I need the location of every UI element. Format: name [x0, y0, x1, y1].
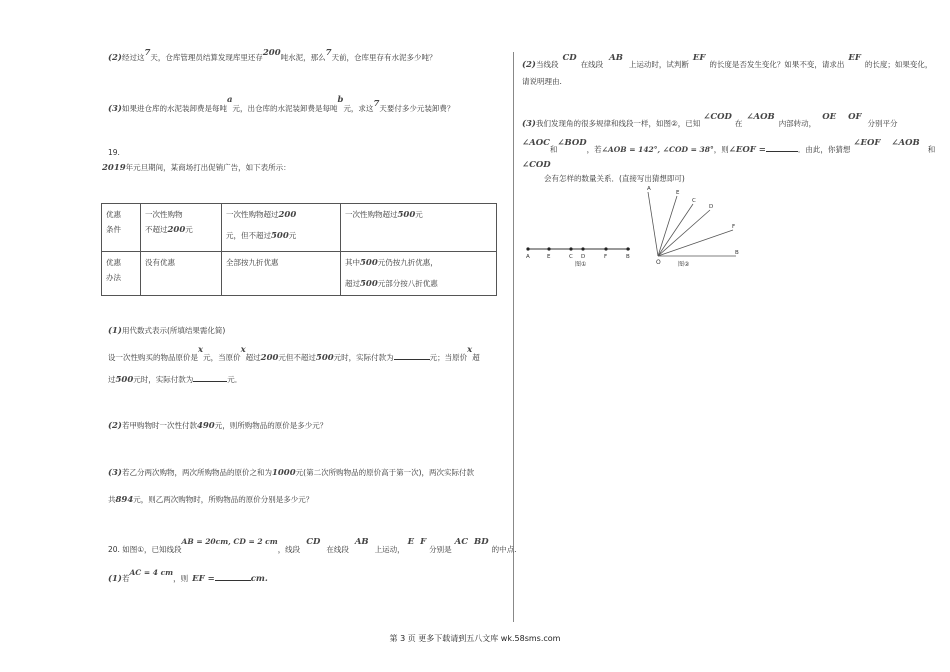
q19-intro: 2019年元旦期间，某商场打出促销广告，如下表所示：: [102, 163, 291, 173]
table-cell: 优惠 条件: [102, 204, 141, 252]
figure-1-segment: [520, 240, 640, 270]
q20-part2-line1: (2)当线段CD在线段AB上运动时，试判断EF的长度是否发生变化？如果不变，请求出EF的长度；如果变化，: [522, 53, 933, 70]
figure-2-caption: 图②: [678, 261, 690, 268]
point-label-c: C: [692, 198, 696, 204]
point-label-e: E: [676, 190, 680, 196]
q18-part3: (3)如果进仓库的水泥装卸费是每吨a元，出仓库的水泥装卸费是每吨b元，求这7天要付多少元装卸费？: [108, 95, 455, 114]
ray-oa: [648, 192, 658, 256]
table-cell: 一次性购物超过200 元，但不超过500元: [222, 204, 341, 252]
point-label-b: B: [735, 250, 739, 256]
ray-of: [658, 230, 733, 256]
q19-number: 19.: [108, 148, 120, 157]
column-divider: [513, 52, 514, 622]
point-label-c: C: [569, 254, 573, 260]
q20-statement: 20. 如图①，已知线段AB = 20cm, CD = 2 cm，线段CD在线段AB上运动，E F分别是AC BD的中点.: [108, 537, 517, 554]
q19-part3-line1: (3)若乙分两次购物，两次所购物品的原价之和为1000元(第二次所购物品的原价高于第一次)，两次实际付款: [108, 468, 474, 478]
point-label-a: A: [526, 254, 530, 260]
point-label-f: F: [604, 254, 608, 260]
table-cell: 没有优惠: [141, 252, 222, 296]
q18-part2: (2)经过这7天，仓库管理员结算发现库里还存200吨水泥，那么7天前，仓库里存有水泥多少吨？: [108, 48, 437, 63]
table-cell: 一次性购物 不超过200元: [141, 204, 222, 252]
point-b: [626, 247, 629, 250]
table-cell: 全部按九折优惠: [222, 252, 341, 296]
part-number: (3): [108, 104, 122, 114]
q19-part1-title: (1)用代数式表示(所填结果需化简): [108, 326, 226, 336]
point-label-o: O: [656, 259, 661, 266]
answer-blank[interactable]: [394, 359, 430, 360]
q20-part2-line2: 请说明理由.: [522, 77, 562, 86]
point-e: [547, 247, 550, 250]
point-c: [569, 247, 572, 250]
q19-part3-line2: 共894元，则乙两次购物时，所购物品的原价分别是多少元？: [108, 495, 314, 505]
q20-part3-line2: ∠AOC和∠BOD，若∠AOB = 142°, ∠COD = 38°，则∠EOF = ．由此，你猜想∠EOF ∠AOB和: [522, 138, 936, 155]
point-label-a: A: [647, 186, 651, 192]
page-footer: 第 3 页 更多下载请到五八文库 wk.58sms.com: [389, 634, 561, 643]
q19-part1-line2: 过500元时，实际付款为 元．: [108, 375, 243, 385]
part-number: (2): [108, 53, 122, 63]
answer-blank[interactable]: [193, 381, 227, 382]
q19-part1-line1: 设一次性购买的物品原价是x元，当原价x超过200元但不超过500元时，实际付款为 元；当原价x超: [108, 345, 480, 363]
point-d: [581, 247, 584, 250]
point-f: [604, 247, 607, 250]
point-label-b: B: [626, 254, 630, 260]
point-label-f: F: [732, 224, 736, 230]
answer-blank[interactable]: [766, 151, 798, 152]
table-cell: 优惠 办法: [102, 252, 141, 296]
table-row: [102, 252, 497, 296]
figure-1-caption: 图①: [575, 261, 587, 268]
point-label-d: D: [709, 204, 714, 210]
answer-blank[interactable]: [215, 580, 251, 581]
ray-oe: [658, 196, 677, 256]
point-label-d: D: [581, 254, 586, 260]
q20-part3-line1: (3)我们发现角的很多规律和线段一样，如图②，已知∠COD在∠AOB内部转动，OE OF分别平分: [522, 112, 898, 129]
q20-part3-line3: ∠COD 会有怎样的数量关系．(直接写出猜想即可): [522, 160, 685, 183]
point-label-e: E: [547, 254, 551, 260]
table-row: [102, 204, 497, 252]
q20-part1: (1)若AC = 4 cm，则 EF = cm.: [108, 568, 268, 584]
promotion-table: [101, 203, 497, 296]
point-a: [526, 247, 529, 250]
table-cell: 其中500元仍按九折优惠， 超过500元部分按八折优惠: [341, 252, 497, 296]
figure-2-angles: [640, 186, 740, 270]
q19-part2: (2)若甲购物时一次性付款490元，则所购物品的原价是多少元？: [108, 421, 328, 431]
table-cell: 一次性购物超过500元: [341, 204, 497, 252]
